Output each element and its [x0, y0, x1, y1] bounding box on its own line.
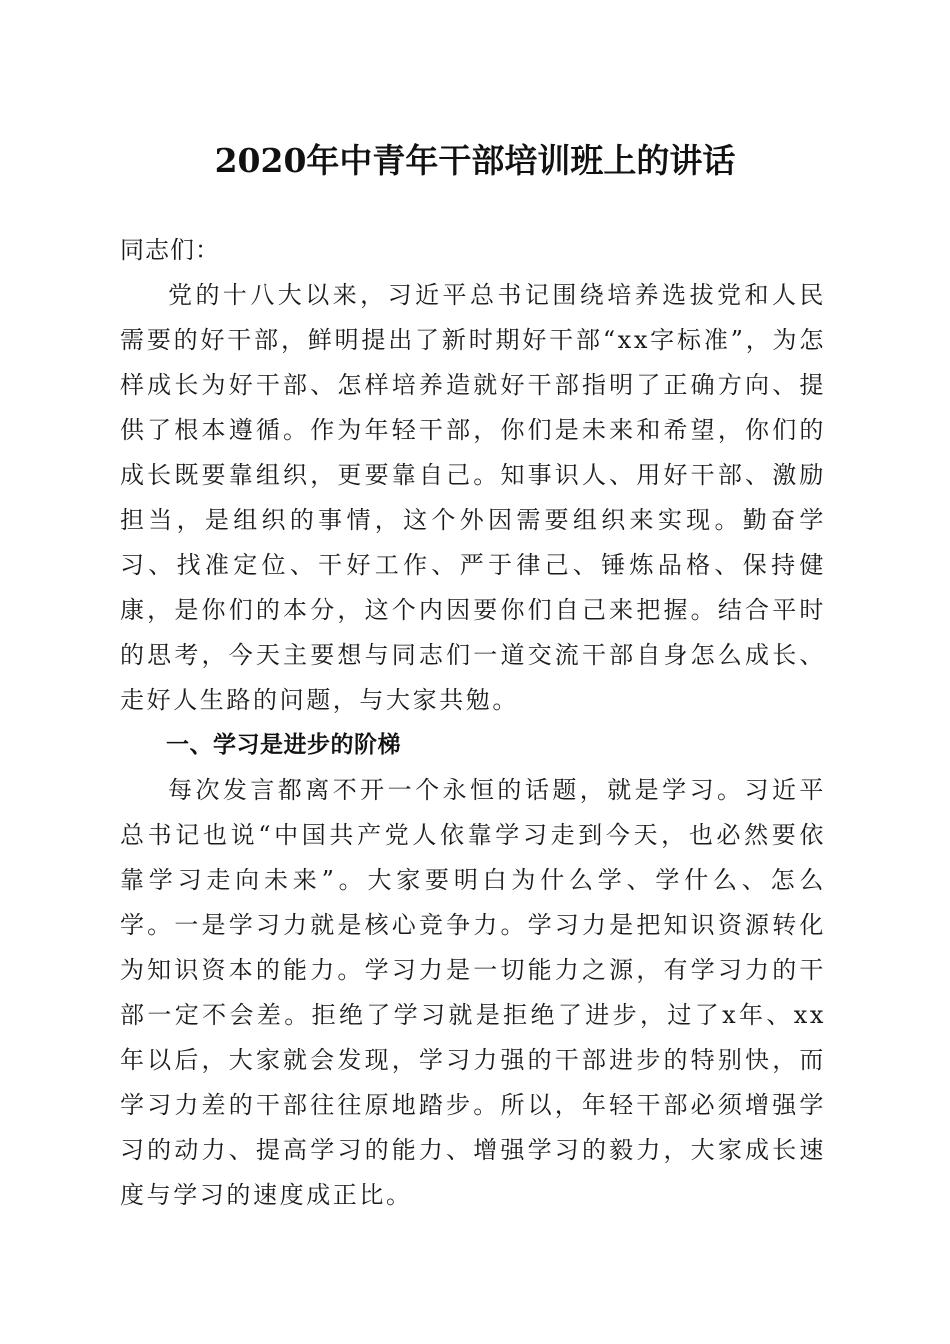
document-title: 2020年中青年干部培训班上的讲话	[214, 141, 736, 180]
paragraph-intro: 党的十八大以来，习近平总书记围绕培养选拔党和人民需要的好干部，鲜明提出了新时期好干部“xx字标准”，为怎样成长为好干部、怎样培养造就好干部指明了正确方向、提供了根本遵循。作为年轻干部，你们是未来和希望，你们的成长既要靠组织，更要靠自己。知事识人、用好干部、激励担当，是组织的事情，这个外因需要组织来实现。勤奋学习、找准定位、干好工作、严于律己、锤炼品格、保持健康，是你们的本分，这个内因要你们自己来把握。结合平时的思考，今天主要想与同志们一道交流干部自身怎么成长、走好人生路的问题，与大家共勉。	[120, 281, 826, 714]
paragraph-learning: 每次发言都离不开一个永恒的话题，就是学习。习近平总书记也说“中国共产党人依靠学习走到今天，也必然要依靠学习走向未来”。大家要明白为什么学、学什么、怎么学。一是学习力就是核心竞争力。学习力是把知识资源转化为知识资本的能力。学习力是一切能力之源，有学习力的干部一定不会差。拒绝了学习就是拒绝了进步，过了x年、xx年以后，大家就会发现，学习力强的干部进步的特别快，而学习力差的干部往往原地踏步。所以，年轻干部必须增强学习的动力、提高学习的能力、增强学习的毅力，大家成长速度与学习的速度成正比。	[120, 776, 826, 1209]
salutation: 同志们：	[120, 236, 220, 264]
section-heading: 一、学习是进步的阶梯	[166, 732, 401, 758]
document-body	[120, 228, 826, 1218]
